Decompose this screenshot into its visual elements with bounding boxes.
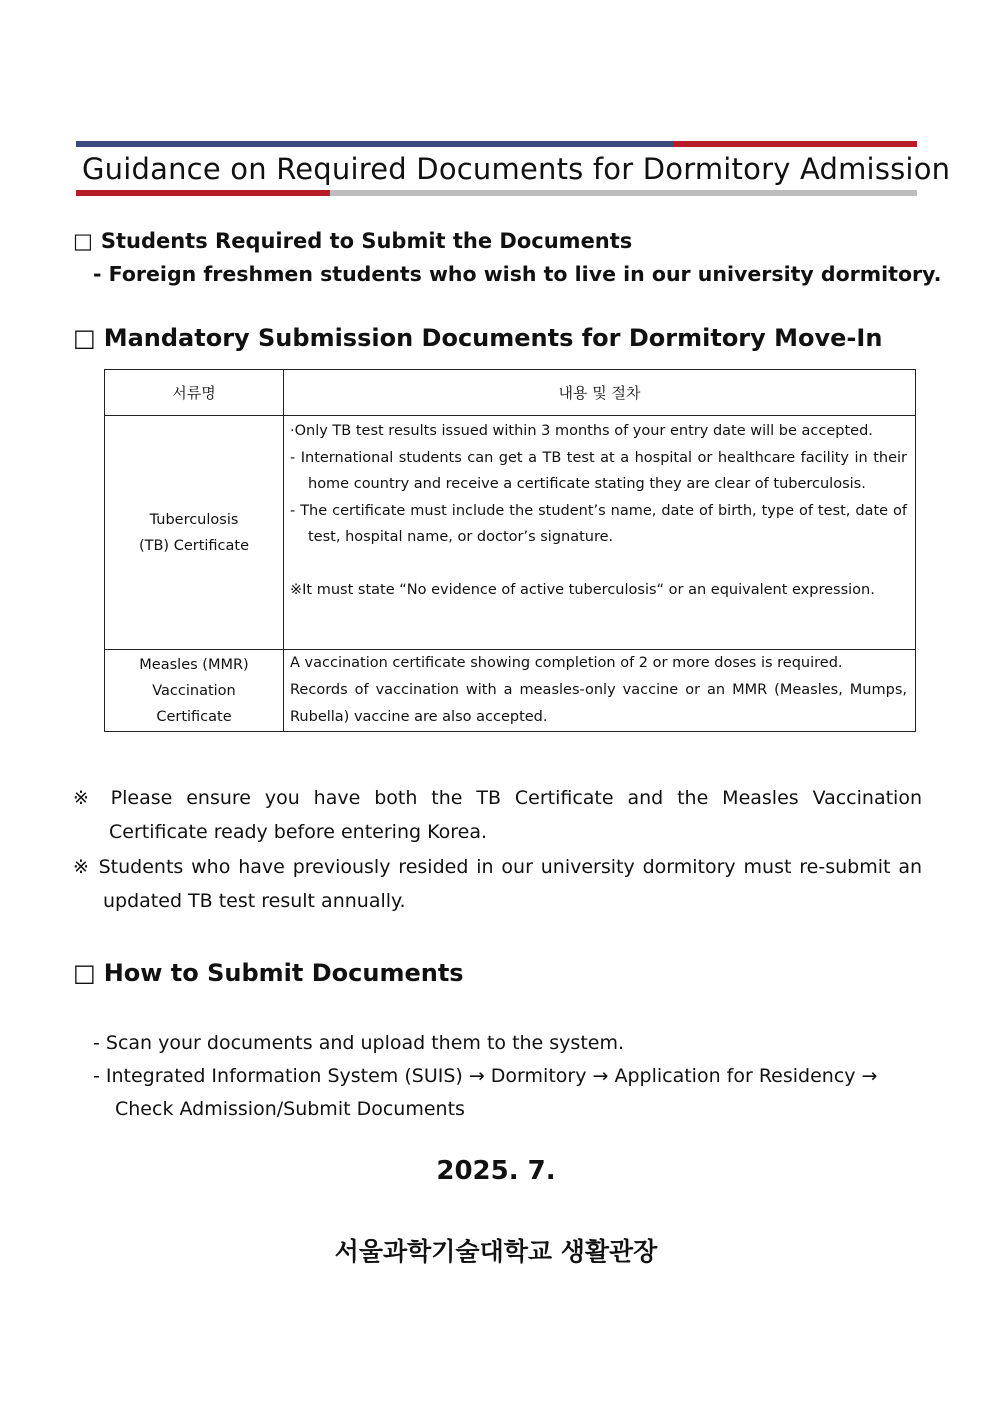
table-header-row [105, 370, 916, 416]
how-to-item-system-path: - Integrated Information System (SUIS) → Dormitory → Application for Residency → Check Admission/Submit Documents [93, 1065, 878, 1120]
mmr-name-line: Measles (MMR) [139, 656, 249, 673]
title-bottom-rule-red [76, 190, 330, 196]
mmr-name-line: Certificate [156, 708, 232, 725]
students-target-description: - Foreign freshmen students who wish to live in our university dormitory. [93, 262, 942, 286]
tb-item: - The certificate must include the student’s name, date of birth, type of test, date of test, hospital name, or doctor’s signature. [290, 502, 907, 545]
section-heading-students [73, 229, 632, 253]
column-header-document-name: 서류명 [105, 370, 284, 416]
section-heading-how-to-submit [73, 959, 464, 987]
document-title-banner [76, 141, 951, 198]
note-resubmit-tb: ※ Students who have previously resided in our university dormitory must re-submit an updated TB test result annually. [73, 856, 922, 912]
tb-item: - International students can get a TB test at a hospital or healthcare facility in their home country and receive a certificate stating they are clear of tuberculosis. [290, 449, 907, 492]
section-heading-mandatory-documents [73, 324, 882, 352]
table-row-tb [105, 416, 916, 650]
mmr-line: A vaccination certificate showing completion of 2 or more doses is required. [290, 655, 843, 671]
checkbox-bullet-icon: □ [73, 324, 96, 352]
mmr-line: Records of vaccination with a measles-only vaccine or an MMR (Measles, Mumps, Rubella) vaccine are also accepted. [290, 682, 907, 725]
tb-name-line: Tuberculosis [149, 511, 239, 528]
column-header-content-procedure: 내용 및 절차 [284, 370, 916, 416]
title-bottom-rule [76, 190, 917, 196]
tb-note: ※It must state “No evidence of active tuberculosis“ or an equivalent expression. [290, 581, 875, 598]
title-top-rule-red [673, 141, 917, 147]
document-title: Guidance on Required Documents for Dormitory Admission [82, 152, 951, 186]
tb-requirements [284, 416, 916, 650]
issuer-signature-line: 서울과학기술대학교 생활관장 [334, 1237, 658, 1266]
tb-document-name [105, 416, 284, 650]
mmr-document-name [105, 650, 284, 732]
tb-name-line: (TB) Certificate [138, 537, 250, 554]
section-heading-text: How to Submit Documents [103, 959, 464, 987]
checkbox-bullet-icon: □ [73, 229, 93, 253]
title-top-rule [76, 141, 917, 147]
section-heading-text: Students Required to Submit the Documents [100, 229, 633, 253]
section-heading-text: Mandatory Submission Documents for Dormitory Move-In [103, 324, 883, 352]
checkbox-bullet-icon: □ [73, 959, 96, 987]
documents-table [104, 369, 916, 732]
how-to-item-scan: - Scan your documents and upload them to the system. [93, 1032, 625, 1054]
mmr-requirements [284, 650, 916, 732]
note-prepare-certificates: ※ Please ensure you have both the TB Certificate and the Measles Vaccination Certificate ready before entering Korea. [73, 787, 922, 843]
tb-item: ·Only TB test results issued within 3 months of your entry date will be accepted. [290, 423, 873, 439]
table-row-mmr [105, 650, 916, 732]
title-bottom-rule-gray [330, 190, 917, 196]
issue-date: 2025. 7. [436, 1156, 556, 1186]
title-top-rule-navy [76, 141, 673, 147]
mmr-name-line: Vaccination [152, 682, 236, 699]
